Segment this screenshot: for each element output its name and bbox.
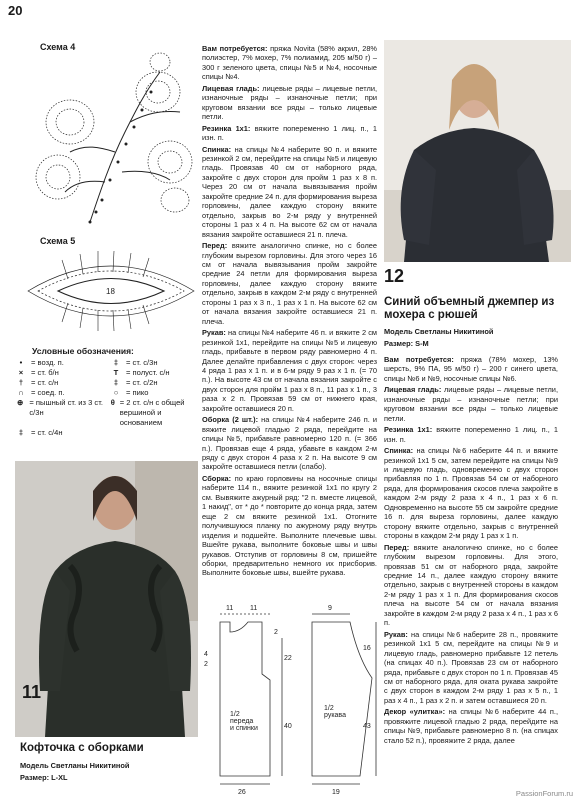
dim-40: 40	[284, 723, 292, 730]
dim-19: 19	[332, 789, 340, 796]
photo-illustration-2	[384, 40, 571, 262]
middle-text-column	[202, 44, 377, 580]
dim-11b: 11	[250, 605, 258, 612]
legend-item: ∩ = соед. п.	[18, 388, 65, 397]
materials-paragraph-12: Вам потребуется: пряжа (78% мохер, 13% шерсть, 9% ПА, 95 м/50 г) – 200 г синего цвета, спицы №6 и №9, носочные спицы №6.	[384, 355, 558, 383]
pattern-schematic	[200, 598, 380, 796]
legend-title: Условные обозначения:	[32, 346, 134, 356]
materials-paragraph: Вам потребуется: пряжа Novita (58% акрил, 28% полиэстер, 7% мохер, 7% полиамид, 205 м/50 г) – 300 г зеленого цвета, спицы №5 и №4, носочные спицы №4.	[202, 44, 378, 82]
sleeve-paragraph: Рукав: на спицы №4 наберите 46 п. и вяжите 2 см резинкой 1х1, перейдите на спицы №5 и лицевую гладь, прибавьте в первом ряду равномерно 4 п. Далее делайте прибавления с двух сторон: через 4 ряда 1 раз x 1 п. и в 6-м ряду 9 раз x 1 п. (= 70 п.). На высоте 43 см от начала вязания закройте с двух сторон для пройм 1 раз x 8 п., 11 раз x 1 п., 3 раза x 2 п. Провязав 59 см от нижнего края, закройте оставшиеся 20 п.	[202, 328, 377, 413]
schema5-diagram	[18, 246, 204, 342]
dim-9: 9	[328, 605, 332, 612]
sleeve-label: 1/2 рукава	[324, 705, 346, 719]
assembly-paragraph: Сборка: по краю горловины на носочные спицы наберите 114 п., вяжите резинкой 1х1 по кругу 2 см. Вывяжите ажурный ряд: "2 п. вместе лицевой, 1 накид", от * до * повторите до конца ряда, затем еще 2 см вяжите резинкой 1х1. Отогните получившуюся планку по ажурному ряду внутрь изделия и подшейте. Выполните плечевые швы. Вшейте рукава, выполните боковые швы и швы рукавов. Отступив от горловины 8 см, пришейте оборки, предварительно немного их присборив. Выполните боковые швы, вшейте рукава.	[202, 473, 377, 578]
legend-item: × = ст. б/н	[18, 368, 59, 377]
back-paragraph: Спинка: на спицы №4 наберите 90 п. и вяжите резинкой 2 см, перейдите на спицы №5 и лицевую гладь. Провязав 40 см от наборного ряда, закройте с двух сторон для пройм 1 раз x 8 п. Через 20 см от начала вывязывания пройм закройте средние 24 п. для формирования выреза горловины, далее каждую сторону вяжите отдельно, закрыв во 2-м ряду у внутренней стороны 1 раз x 4 п. На высоте 62 см от начала вязания закройте оставшиеся 21 п. плеча.	[202, 144, 377, 239]
model-credit-11: Модель Светланы Никитиной	[20, 761, 130, 770]
dim-22: 22	[284, 655, 292, 662]
schema4-title: Схема 4	[40, 42, 76, 52]
dim-2: 2	[204, 661, 208, 668]
dim-4: 4	[204, 651, 208, 658]
rib-paragraph: Резинка 1х1: вяжите попеременно 1 лиц. п., 1 изн. п.	[202, 123, 377, 143]
decor-paragraph-12: Декор «улитка»: на спицы №6 наберите 44 п., провяжите лицевой гладью 2 ряда, перейдите на спицы №9, прибавьте равномерно 8 п. (на спицах стало 52 п.), провяжите 2 ряда, далее	[384, 707, 558, 745]
stockinette-paragraph-12: Лицевая гладь: лицевые ряды – лицевые петли, изнаночные ряды – изнаночные петли; при круговом вязании все ряды – только лицевые петли.	[384, 385, 558, 423]
size-11: Размер: L-XL	[20, 773, 68, 782]
legend-item: ‡ = ст. с/4н	[18, 428, 63, 437]
size-12: Размер: S-M	[384, 339, 429, 348]
legend-item: ⊕ = пышный ст. из 3 ст. с/3н	[17, 398, 103, 417]
legend-item: θ = 2 ст. с/н с общей вершиной и основанием	[110, 398, 185, 427]
front-paragraph: Перед: вяжите аналогично спинке, но с более глубоким вырезом горловины. Для этого через 16 см от начала вывязывания пройм закройте средние 24 петли для формирования выреза горловины, далее каждую сторону вяжите отдельно, закрыв в каждом 2-м ряду с внутренней стороны 1 раз x 3 п., 1 раз x 1 п. На высоте 62 см от начала вязания закройте оставшиеся 21 п. плеча.	[202, 241, 377, 326]
legend-item: • = возд. п.	[19, 358, 64, 367]
back-paragraph-12: Спинка: на спицы №6 наберите 44 п. и вяжите резинкой 1х1 5 см, затем перейдите на спицы №9 и лицевую гладь, одновременно с двух сторон прибавляя по 1 п. Провязав 54 см от наборного ряда, для формирования скосов плеча закройте в каждом 2-м ряду 2 раза x 4 п., 1 раз x 6 п. Одновременно на высоте 55 см закройте средние 16 п. для выреза горловины, далее каждую сторону вяжите отдельно, закрыв с внутренней стороны в каждом 2-м ряду 1 раз x 1 п.	[384, 446, 558, 541]
dim-26: 26	[238, 789, 246, 796]
project-title-12: Синий объемный джемпер из мохера с рюшей	[384, 296, 555, 321]
project-number-11: 11	[22, 682, 42, 702]
legend-item: † = ст. с/н	[18, 378, 59, 387]
watermark: PassionForum.ru	[515, 789, 573, 798]
page-number: 20	[8, 3, 23, 18]
front-paragraph-12: Перед: вяжите аналогично спинке, но с более глубоким вырезом горловины. Для этого, провязав 51 см от наборного ряда, закройте средние 14 п., далее каждую сторону вяжите отдельно, закрыв с внутренней стороны в каждом 2-м ряду 1 раз x 1 п. Для формирования скосов плеча на высоте 54 см от начала вязания закройте в каждом 2-м ряду 2 раза x 4 п., 1 раз x 6 п.	[384, 542, 558, 628]
photo-green-sweater	[15, 461, 198, 737]
schema4-diagram	[30, 52, 195, 227]
legend-item: ‡ = ст. с/3н	[113, 358, 158, 367]
photo-illustration	[15, 461, 198, 737]
dim-43: 43	[363, 723, 371, 730]
dim-11a: 11	[226, 605, 234, 612]
schema5-center-number: 18	[106, 287, 115, 296]
project-number-12: 12	[384, 266, 405, 286]
right-text-column	[384, 355, 558, 747]
dim-16: 16	[363, 645, 371, 652]
model-credit-12: Модель Светланы Никитиной	[384, 327, 494, 336]
project-title-11: Кофточка с оборками	[20, 742, 144, 754]
photo-blue-sweater	[384, 40, 571, 262]
legend-item: ○ = пико	[113, 388, 149, 397]
frill-paragraph: Оборка (2 шт.): на спицы №4 наберите 246 п. и вяжите лицевой гладью 2 ряда, перейдите на спицы №5, прибавьте равномерно 120 п. (= 366 п.). Провязав еще 4 ряда, убавьте в каждом 2-м ряду с двух сторон 4 раза x 2 п. На высоте 9 см закройте оставшиеся петли (слабо).	[202, 415, 377, 472]
dim-2b: 2	[274, 629, 278, 636]
sleeve-paragraph-12: Рукав: на спицы №6 наберите 28 п., провяжите резинкой 1х1 5 см, перейдите на спицы №9 и лицевую гладь, равномерно прибавьте 12 петель (на спицах 40 п.). Провязав 23 см от наборного ряда, прибавьте с двух сторон по 1 п. Провязав 45 см от наборного ряда, для оката рукава закройте с двух сторон в каждом 2-м ряду 1 раз x 5 п., 1 раз x 4 п., 1 раз x 2 п. и затем оставшиеся 20 п.	[384, 629, 558, 705]
schema5-title: Схема 5	[40, 236, 76, 246]
legend	[14, 346, 204, 438]
rib-paragraph-12: Резинка 1х1: вяжите попеременно 1 лиц. п., 1 изн. п.	[384, 425, 558, 444]
legend-item: T = полуст. с/н	[113, 368, 170, 377]
legend-item: ‡ = ст. с/2н	[113, 378, 158, 387]
body-label: 1/2 переда и спинки	[230, 711, 258, 732]
stockinette-paragraph: Лицевая гладь: лицевые ряды – лицевые петли, изнаночные ряды – изнаночные петли; при круговом вязании все ряды – только лицевые петли.	[202, 83, 377, 122]
